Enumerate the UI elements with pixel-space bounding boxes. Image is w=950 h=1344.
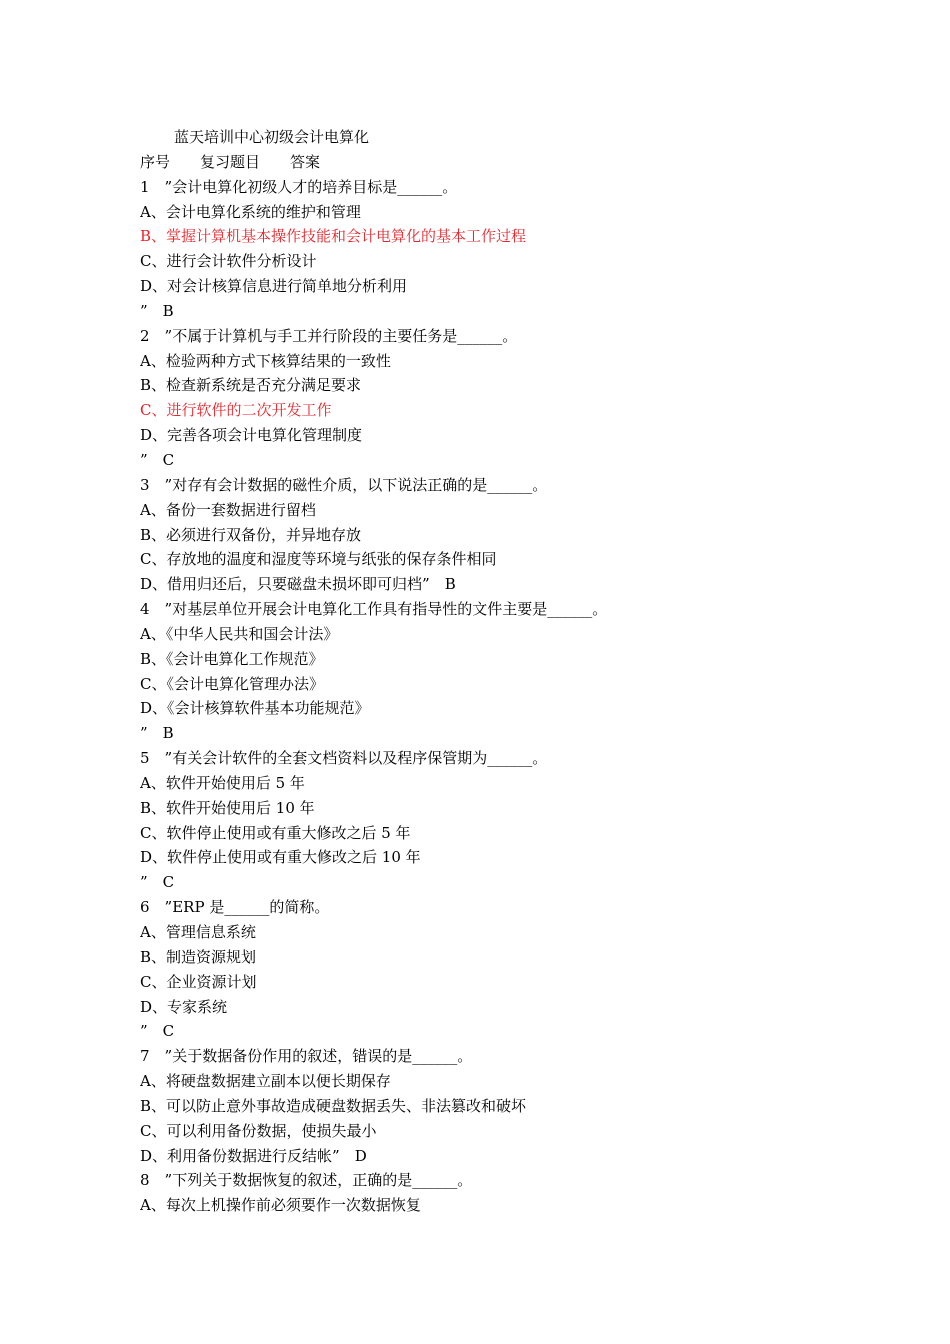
text-line: D、完善各项会计电算化管理制度 (140, 426, 363, 445)
text-line: D、对会计核算信息进行简单地分析利用 (140, 277, 408, 296)
text-line: 2 ”不属于计算机与手工并行阶段的主要任务是______。 (140, 326, 518, 345)
text-line: D、利用备份数据进行反结帐” D (140, 1146, 367, 1165)
text-line: B、可以防止意外事故造成硬盘数据丢失、非法篡改和破坏 (140, 1096, 527, 1115)
text-line: B、软件开始使用后 10 年 (140, 798, 315, 817)
column-header: 序号 复习题目 答案 (140, 152, 321, 171)
text-line: B、《会计电算化工作规范》 (140, 649, 324, 668)
text-line: A、会计电算化系统的维护和管理 (140, 202, 361, 221)
text-line: A、软件开始使用后 5 年 (140, 773, 305, 792)
text-line: D、借用归还后，只要磁盘未损坏即可归档” B (140, 575, 456, 594)
text-line: C、软件停止使用或有重大修改之后 5 年 (140, 823, 411, 842)
text-line: D、软件停止使用或有重大修改之后 10 年 (140, 848, 421, 867)
text-line: C、进行会计软件分析设计 (140, 252, 317, 271)
highlighted-answer-line: C、进行软件的二次开发工作 (140, 401, 332, 420)
text-line: ” B (140, 301, 174, 320)
text-line: B、必须进行双备份，并异地存放 (140, 525, 362, 544)
text-line: B、制造资源规划 (140, 947, 257, 966)
text-line: A、每次上机操作前必须要作一次数据恢复 (140, 1196, 421, 1215)
text-line: D、专家系统 (140, 997, 228, 1016)
text-line: A、管理信息系统 (140, 923, 256, 941)
text-line: A、备份一套数据进行留档 (140, 500, 316, 519)
text-line: 1 ”会计电算化初级人才的培养目标是______。 (140, 177, 458, 196)
text-line: D、《会计核算软件基本功能规范》 (140, 699, 370, 718)
text-line: A、将硬盘数据建立副本以便长期保存 (140, 1072, 391, 1091)
text-line: ” B (140, 724, 174, 743)
text-line: 7 ”关于数据备份作用的叙述，错误的是______。 (140, 1047, 473, 1066)
text-line: C、存放地的温度和湿度等环境与纸张的保存条件相同 (140, 550, 497, 569)
text-line: A、《中华人民共和国会计法》 (140, 624, 339, 643)
text-line: B、检查新系统是否充分满足要求 (140, 376, 362, 395)
text-line: C、企业资源计划 (140, 972, 257, 991)
text-line: C、《会计电算化管理办法》 (140, 674, 324, 693)
text-line: ” C (140, 450, 175, 469)
text-line: ” C (140, 1022, 175, 1041)
text-line: 4 ”对基层单位开展会计电算化工作具有指导性的文件主要是______。 (140, 600, 608, 619)
text-line: A、检验两种方式下核算结果的一致性 (140, 351, 391, 370)
text-line: 6 ”ERP 是______的简称。 (140, 898, 330, 917)
highlighted-answer-line: B、掌握计算机基本操作技能和会计电算化的基本工作过程 (140, 227, 527, 246)
document-title: 蓝天培训中心初级会计电算化 (174, 128, 370, 146)
text-line: 5 ”有关会计软件的全套文档资料以及程序保管期为______。 (140, 749, 548, 768)
text-line: C、可以利用备份数据，使损失最小 (140, 1121, 377, 1140)
question-list (140, 175, 900, 1218)
document-body (140, 125, 900, 1218)
text-line: 8 ”下列关于数据恢复的叙述，正确的是______。 (140, 1171, 473, 1190)
text-line: ” C (140, 873, 175, 892)
text-line: 3 ”对存有会计数据的磁性介质，以下说法正确的是______。 (140, 475, 548, 494)
